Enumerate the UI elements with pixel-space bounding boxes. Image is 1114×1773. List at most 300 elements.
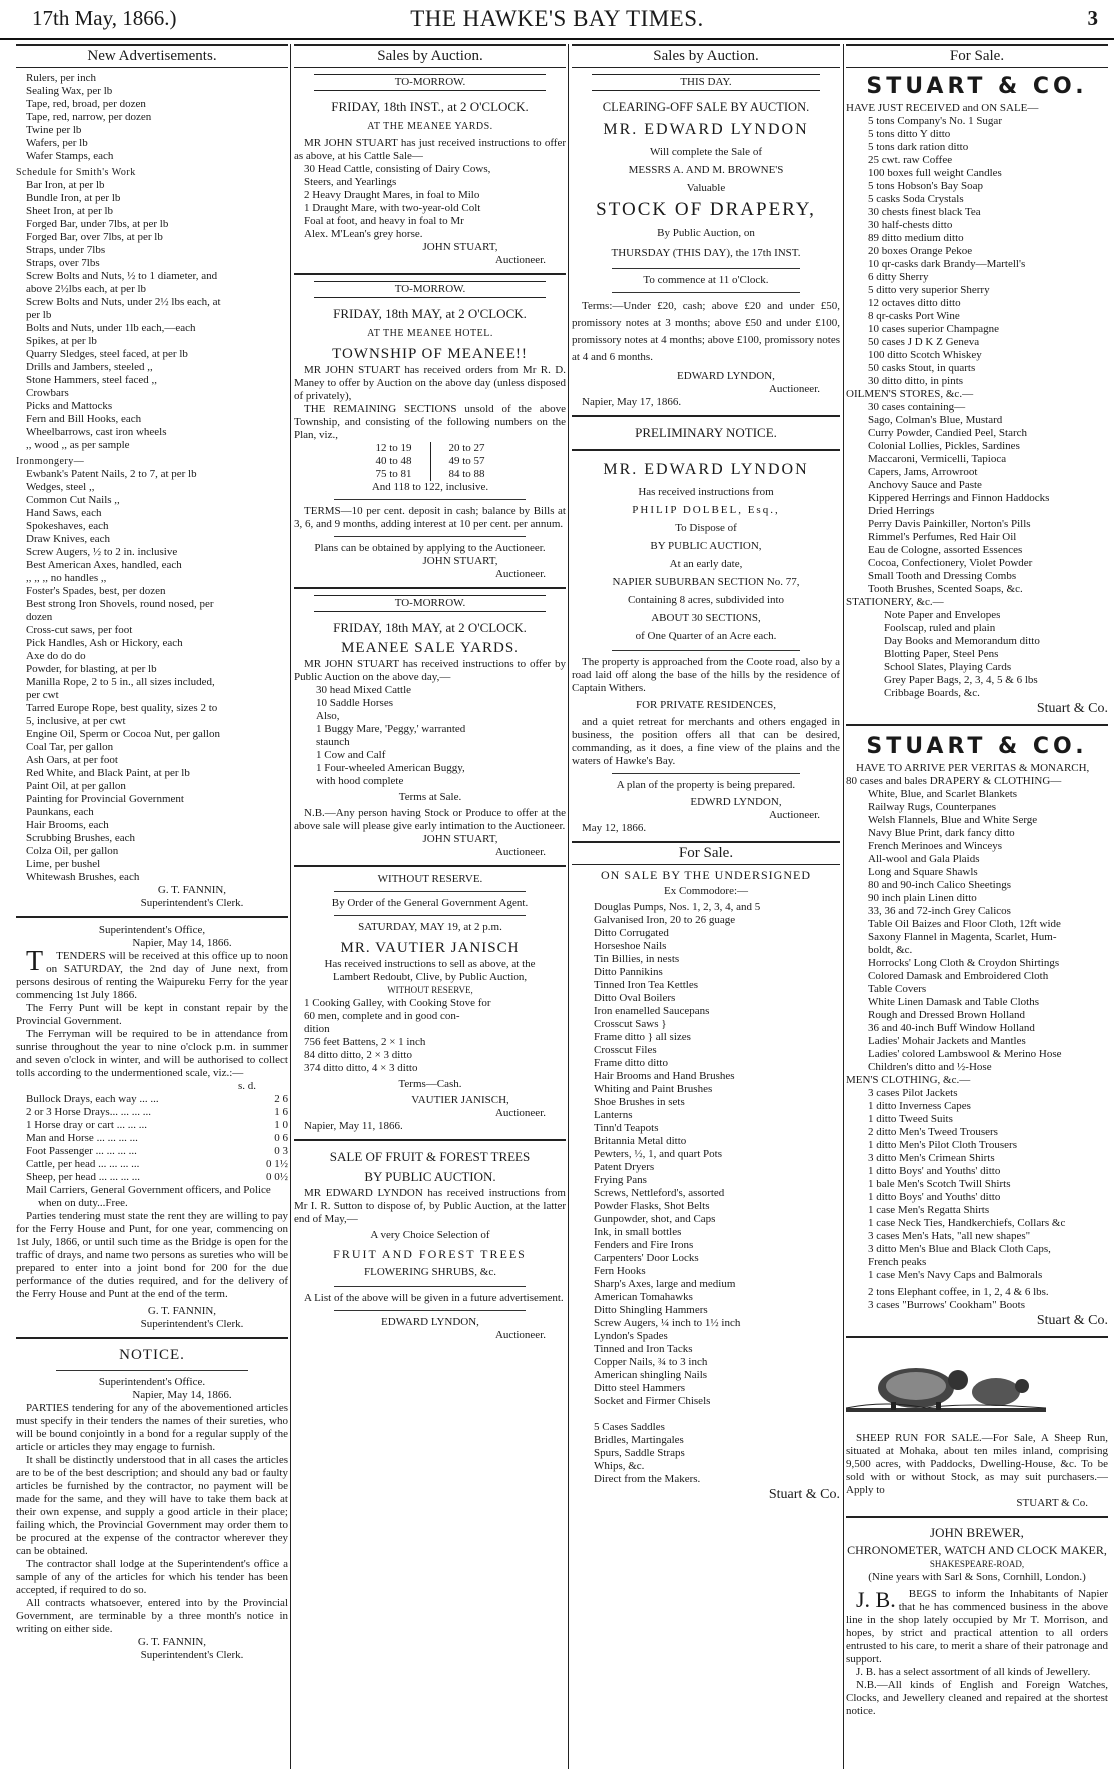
list-item: Also, — [316, 710, 340, 722]
list-item: American shingling Nails — [594, 1369, 708, 1381]
auction-text: MR EDWARD LYNDON has received instructions from Mr I. R. Sutton to dispose of, by Public Auction, at the latter end of May,— — [294, 1187, 566, 1225]
auction-note: N.B.—Any person having Stock or Produce to offer at the above sale will please give early intimation to the Auctioneer. — [294, 807, 566, 832]
divider — [334, 1310, 526, 1311]
toll-row — [26, 1119, 288, 1132]
list-item: Douglas Pumps, Nos. 1, 2, 3, 4, and 5 — [594, 901, 761, 913]
list-item: Hair Brooms and Hand Brushes — [594, 1070, 735, 1082]
auction-place: AT THE MEANEE YARDS. — [367, 121, 493, 132]
list-item: 30 Head Cattle, consisting of Dairy Cows, — [304, 163, 491, 175]
auction-banner: THIS DAY. — [592, 74, 820, 91]
auction-date: THURSDAY (THIS DAY), the 17th INST. — [611, 247, 801, 259]
lots-tail: And 118 to 122, inclusive. — [371, 481, 489, 493]
list-item: 1 ditto Inverness Capes — [868, 1100, 971, 1112]
lots-row — [294, 468, 566, 481]
column-rule — [843, 44, 844, 1769]
lots-row — [294, 442, 566, 455]
toll-row — [26, 1158, 288, 1171]
notice-heading: NOTICE. — [119, 1347, 185, 1363]
list-item: Sealing Wax, per lb — [26, 85, 113, 97]
list-item: Screw Augers, ½ to 2 in. inclusive — [26, 546, 178, 558]
jb-notice — [846, 1588, 1108, 1666]
auction-plans: Plans can be obtained by applying to the Auctioneer. — [314, 542, 546, 554]
list-item: Rimmel's Perfumes, Red Hair Oil — [868, 531, 1017, 543]
list-item: Tarred Europe Rope, best quality, sizes 2 to — [26, 702, 218, 714]
auction-text: Containing 8 acres, subdivided into — [627, 594, 785, 606]
signature-title: Auctioneer. — [768, 809, 820, 821]
tenders-paragraph: Parties tendering must state the rent they are willing to pay for the Ferry House and Punt, for one year, commencing on 1st July, 1866, or until such time as the Bridge is open for the traffic of drays, and name two persons as sureties who will be prepared to enter into a joint bond for 200 for the due performance of the duties required, and for the delivery of the Ferry House and Punt at the end of the term. — [16, 1210, 288, 1300]
list-item: Blotting Paper, Steel Pens — [884, 648, 999, 660]
auction-client: PHILIP DOLBEL, Esq., — [632, 504, 780, 516]
jb-paragraph: J. B. has a select assortment of all kinds of Jewellery. — [856, 1666, 1091, 1678]
list-item: Tin Billies, in nests — [594, 953, 680, 965]
auction-dated: Napier, May 17, 1866. — [582, 396, 682, 408]
list-item: Pewters, ½, 1, and quart Pots — [594, 1148, 723, 1160]
list-item: Common Cut Nails ,, — [26, 494, 120, 506]
auction-section: NAPIER SUBURBAN SECTION No. 77, — [612, 576, 800, 588]
drapery-list — [846, 788, 1108, 1074]
list-item: Straps, over 7lbs — [26, 257, 100, 269]
auction-trees: FRUIT AND FOREST TREES — [333, 1247, 527, 1261]
auction-text: To Dispose of — [675, 522, 737, 534]
lot-range: 20 to 27 — [448, 442, 485, 454]
list-item: Screws, Nettleford's, assorted — [594, 1187, 725, 1199]
list-item: Draw Knives, each — [26, 533, 110, 545]
auction-banner: WITHOUT RESERVE. — [377, 873, 483, 885]
list-item: 5 tons ditto Y ditto — [868, 128, 951, 140]
list-item: 10 cases superior Champagne — [868, 323, 1000, 335]
list-item: Lime, per bushel — [26, 858, 101, 870]
scale-header: s. d. — [237, 1080, 256, 1092]
auction-date: FRIDAY, 18th MAY, at 2 O'CLOCK. — [333, 306, 527, 321]
list-item: Spurs, Saddle Straps — [594, 1447, 685, 1459]
list-item: 1 case Neck Ties, Handkerchiefs, Collars &c — [868, 1217, 1066, 1229]
signature-title: Auctioneer. — [494, 846, 546, 858]
list-item: Picks and Mattocks — [26, 400, 113, 412]
divider — [572, 415, 840, 417]
auction-text: MR JOHN STUART has received instructions to offer by Public Auction on the above day,— — [294, 658, 566, 683]
list-item: Foolscap, ruled and plain — [884, 622, 996, 634]
auction-text: Has received instructions from — [638, 486, 774, 498]
list-item: 30 cases containing— — [868, 401, 966, 413]
list-item: Straps, under 7lbs — [26, 244, 106, 256]
list-item: Forged Bar, over 7lbs, at per lb — [26, 231, 163, 243]
list-item: 50 cases J D K Z Geneva — [868, 336, 980, 348]
list-item: Ditto Shingling Hammers — [594, 1304, 708, 1316]
divider — [294, 1139, 566, 1141]
toll-price: 0 0½ — [266, 1171, 288, 1183]
list-item: Lanterns — [594, 1109, 633, 1121]
auction-terms: Terms:—Under £20, cash; above £20 and under £50, promissory notes at 3 months; above £50 and under £100, promissory notes at 4 months; above £100, promissory notes at 4 and 6 months. — [572, 300, 840, 363]
list-item: Iron enamelled Saucepans — [594, 1005, 710, 1017]
divider — [294, 865, 566, 867]
toll-price: 0 3 — [274, 1145, 288, 1157]
list-item: Copper Nails, ¾ to 3 inch — [594, 1356, 708, 1368]
list-item: Shoe Brushes in sets — [594, 1096, 685, 1108]
divider — [612, 268, 800, 269]
list-item: 1 ditto Boys' and Youths' ditto — [868, 1191, 1001, 1203]
list-item: Foster's Spades, best, per dozen — [26, 585, 166, 597]
divider — [846, 1336, 1108, 1338]
stationery-list — [846, 609, 1108, 700]
signature: EDWRD LYNDON, — [690, 796, 782, 808]
category-heading: MEN'S CLOTHING, &c.— — [846, 1074, 971, 1086]
list-item: Drills and Jambers, steeled ,, — [26, 361, 153, 373]
list-item: Grey Paper Bags, 2, 3, 4, 5 & 6 lbs — [884, 674, 1038, 686]
list-item: 1 ditto Tweed Suits — [868, 1113, 953, 1125]
list-item: 100 boxes full weight Candles — [868, 167, 1002, 179]
list-item: Gunpowder, shot, and Caps — [594, 1213, 716, 1225]
toll-price: 2 6 — [274, 1093, 288, 1105]
list-item: 1 ditto Boys' and Youths' ditto — [868, 1165, 1001, 1177]
notice-heading: PRELIMINARY NOTICE. — [635, 425, 777, 440]
list-item: Powder, for blasting, at per lb — [26, 663, 157, 675]
tenders-paragraph: The Ferryman will be required to be in attendance from sunrise throughout the year to nine o'clock p.m. in summer and seven o'clock in winter, and will be authorised to collect tolls according to the undermentioned scale, viz.:— — [16, 1028, 288, 1079]
list-item: Screw Augers, ¼ inch to 1½ inch — [594, 1317, 741, 1329]
list-item: Day Books and Memorandum ditto — [884, 635, 1040, 647]
auctioneer-name: MR. VAUTIER JANISCH — [340, 940, 520, 956]
list-item: 50 casks Stout, in quarts — [868, 362, 976, 374]
lot-range: 12 to 19 — [375, 442, 412, 454]
signature: G. T. FANNIN, — [157, 884, 227, 896]
lot-divider — [430, 442, 431, 455]
list-item: Fenders and Fire Irons — [594, 1239, 694, 1251]
list-item: Kippered Herrings and Finnon Haddocks — [868, 492, 1050, 504]
auction-terms: Terms at Sale. — [398, 791, 462, 803]
list-item: 1 case Men's Navy Caps and Balmorals — [868, 1269, 1043, 1281]
advertiser-name: JOHN BREWER, — [930, 1525, 1024, 1540]
list-item: Ladies' Mohair Jackets and Mantles — [868, 1035, 1026, 1047]
auction-dated: May 12, 1866. — [582, 822, 647, 834]
tenders-paragraph: The Ferry Punt will be kept in constant repair by the Provincial Government. — [16, 1002, 288, 1027]
list-item: Socket and Firmer Chisels — [594, 1395, 711, 1407]
auction-text: FOR PRIVATE RESIDENCES, — [635, 699, 777, 711]
list-item: Table Oil Baizes and Floor Cloth, 12ft wide — [868, 918, 1061, 930]
list-item: 2 ditto Men's Tweed Trousers — [868, 1126, 998, 1138]
list-item: Direct from the Makers. — [594, 1473, 701, 1485]
toll-row — [26, 1171, 288, 1184]
section-heading: Sales by Auction. — [572, 44, 840, 68]
list-item: Powder Flasks, Shot Belts — [594, 1200, 710, 1212]
list-item: Screw Bolts and Nuts, ½ to 1 diameter, and — [26, 270, 218, 282]
list-item: staunch — [316, 736, 350, 748]
auction-lots — [294, 684, 566, 788]
notice-paragraph: It shall be distinctly understood that in all cases the articles are to be of the best description; and should any bad or faulty articles be furnished by the contractor, no payment will be made for the same, and they will have to take them back at their own expense, and supply a good article in their place; failing which, the Provincial Government may order them to be procured at the expense of the contractor wherever they can be obtained. — [16, 1454, 288, 1557]
list-item: French Merinoes and Winceys — [868, 840, 1003, 852]
sale-ex: Ex Commodore:— — [663, 885, 749, 897]
divider — [612, 292, 800, 293]
list-item: Ditto Corrugated — [594, 927, 669, 939]
page-number: 3 — [1087, 6, 1098, 30]
list-item: Ditto Pannikins — [594, 966, 663, 978]
list-item: 30 chests finest black Tea — [868, 206, 981, 218]
list-item: 1 Buggy Mare, 'Peggy,' warranted — [316, 723, 466, 735]
auction-text: THE REMAINING SECTIONS unsold of the above Township, and consisting of the following numbers on the Plan, viz., — [294, 403, 566, 441]
auction-text: At an early date, — [669, 558, 743, 570]
list-item: Note Paper and Envelopes — [884, 609, 1001, 621]
auction-text: A plan of the property is being prepared. — [616, 779, 796, 791]
list-item: Cribbage Boards, &c. — [884, 687, 980, 699]
signature: EDWARD LYNDON, — [381, 1316, 479, 1328]
ironmongery-list — [16, 468, 288, 884]
toll-row — [26, 1106, 288, 1119]
list-item: Sago, Colman's Blue, Mustard — [868, 414, 1003, 426]
toll-price: 1 0 — [274, 1119, 288, 1131]
auction-text: of One Quarter of an Acre each. — [635, 630, 777, 642]
list-item: 30 head Mixed Cattle — [316, 684, 412, 696]
auction-date: FRIDAY, 18th MAY, at 2 O'CLOCK. — [333, 620, 527, 635]
list-item: 10 qr-casks dark Brandy—Martell's — [868, 258, 1026, 270]
list-item: Ditto steel Hammers — [594, 1382, 686, 1394]
auction-dated: Napier, May 11, 1866. — [304, 1120, 403, 1132]
list-item: Pick Handles, Ash or Hickory, each — [26, 637, 183, 649]
signature: G. T. FANNIN, — [147, 1305, 217, 1317]
auction-title: SALE OF FRUIT & FOREST TREES — [329, 1149, 531, 1164]
list-item: Painting for Provincial Government — [26, 793, 184, 805]
toll-scale — [16, 1093, 288, 1184]
auction-note: A List of the above will be given in a future advertisement. — [304, 1292, 564, 1304]
list-item: Bar Iron, at per lb — [26, 179, 105, 191]
auction-text: By Public Auction, on — [657, 227, 755, 239]
list-item: Crosscut Saws } — [594, 1018, 667, 1030]
list-item: Tape, red, broad, per dozen — [26, 98, 146, 110]
list-item: Maccaroni, Vermicelli, Tapioca — [868, 453, 1007, 465]
signature: Stuart & Co. — [1036, 1313, 1108, 1328]
list-item: Fern Hooks — [594, 1265, 646, 1277]
sheep-run-ad: SHEEP RUN FOR SALE.—For Sale, A Sheep Run, situated at Mohaka, about ten miles inland, comprising 9,500 acres, with Paddocks, Dwelling-House, &c. To be sold with or without Stock, as may suit purchasers.—Apply to — [846, 1432, 1108, 1496]
without-reserve: WITHOUT RESERVE, — [387, 985, 473, 995]
auction-banner: TO-MORROW. — [314, 595, 546, 612]
signature: EDWARD LYNDON, — [677, 370, 775, 382]
list-item: Table Covers — [868, 983, 927, 995]
list-item: 3 ditto Men's Crimean Shirts — [868, 1152, 995, 1164]
list-item: Ink, in small bottles — [594, 1226, 682, 1238]
divider — [16, 916, 288, 918]
jb-paragraph: N.B.—All kinds of English and Foreign Watches, Clocks, and Jewellery cleaned and repaired at the shortest notice. — [846, 1679, 1108, 1717]
lot-divider — [430, 455, 431, 468]
jb-text: BEGS to inform the Inhabitants of Napier that he has commenced business in the above line in the shop lately occupied by Mr T. Morrison, and hopes, by strict and practical attention to all orders entrusted to his care, to merit a share of their patronage and support. — [846, 1588, 1108, 1665]
list-item: 12 octaves ditto ditto — [868, 297, 961, 309]
auction-text: ABOUT 30 SECTIONS, — [651, 612, 761, 624]
auction-title: MEANEE SALE YARDS. — [341, 640, 519, 656]
auction-date: SATURDAY, MAY 19, at 2 p.m. — [358, 921, 502, 933]
list-item: 1 case Men's Regatta Shirts — [868, 1204, 990, 1216]
list-item: White Linen Damask and Table Cloths — [868, 996, 1040, 1008]
list-item: 1 Cooking Galley, with Cooking Stove for — [304, 997, 491, 1009]
list-item: Hand Saws, each — [26, 507, 102, 519]
list-item: Perry Davis Painkiller, Norton's Pills — [868, 518, 1031, 530]
list-item: Spokeshaves, each — [26, 520, 109, 532]
section-heading: For Sale. — [846, 44, 1108, 68]
newspaper-title: THE HAWKE'S BAY TIMES. — [410, 6, 704, 31]
list-item: Tinned Iron Tea Kettles — [594, 979, 699, 991]
divider — [572, 449, 840, 451]
list-item: Colored Damask and Embroidered Cloth — [868, 970, 1049, 982]
signature-title: Auctioneer. — [494, 1329, 546, 1341]
auction-title: TOWNSHIP OF MEANEE!! — [332, 346, 528, 362]
auction-text: MR JOHN STUART has just received instructions to offer as above, at his Cattle Sale— — [294, 137, 566, 162]
drop-cap: J. B. — [856, 1587, 896, 1612]
signature: Stuart & Co. — [768, 1487, 840, 1502]
list-item: Lyndon's Spades — [594, 1330, 668, 1342]
list-item: Patent Dryers — [594, 1161, 655, 1173]
list-item: 1 bale Men's Scotch Twill Shirts — [868, 1178, 1011, 1190]
divider — [846, 1516, 1108, 1518]
advertiser-years: (Nine years with Sarl & Sons, Cornhill, London.) — [868, 1571, 1086, 1583]
list-item: Colonial Lollies, Pickles, Sardines — [868, 440, 1020, 452]
signature-title: Superintendent's Clerk. — [140, 897, 244, 909]
list-item: Engine Oil, Sperm or Cocoa Nut, per gallon — [26, 728, 220, 740]
list-item: Screw Bolts and Nuts, under 2½ lbs each, at — [26, 296, 221, 308]
column-new-advertisements — [16, 44, 288, 1769]
advertiser-road: SHAKESPEARE-ROAD, — [929, 1559, 1025, 1569]
auction-terms: Terms—Cash. — [398, 1078, 462, 1090]
masthead — [0, 0, 1114, 40]
toll-item: Bullock Drays, each way ... ... — [26, 1093, 159, 1105]
list-item: dition — [304, 1023, 330, 1035]
list-item: 5 ditto very superior Sherry — [868, 284, 990, 296]
auction-text: and a quiet retreat for merchants and others engaged in business, the position offers all that can be desired, commanding, as it does, a fine view of the plains and the waters of Hawke's Bay. — [572, 716, 840, 767]
list-item: 3 ditto Men's Blue and Black Cloth Caps, — [868, 1243, 1051, 1255]
tenders-notice — [16, 946, 288, 1002]
list-item: Cocoa, Confectionery, Violet Powder — [868, 557, 1033, 569]
list-item: 80 and 90-inch Calico Sheetings — [868, 879, 1011, 891]
sale-opening: HAVE TO ARRIVE PER VERITAS & MONARCH, — [856, 762, 1090, 774]
office-date: Napier, May 14, 1866. — [132, 937, 232, 949]
list-item: Wedges, steel ,, — [26, 481, 95, 493]
list-item: Spikes, at per lb — [26, 335, 97, 347]
list-item: 20 boxes Orange Pekoe — [868, 245, 973, 257]
list-item: Hair Brooms, each — [26, 819, 109, 831]
list-item: Saxony Flannel in Magenta, Scarlet, Hum- — [868, 931, 1057, 943]
column-sales-by-auction-2 — [572, 44, 840, 1769]
list-item: boldt, &c. — [868, 944, 913, 956]
auction-title: CLEARING-OFF SALE BY AUCTION. — [602, 100, 810, 114]
list-item: Britannia Metal ditto — [594, 1135, 687, 1147]
list-item: 5 Cases Saddles — [594, 1421, 665, 1433]
list-item: Manilla Rope, 2 to 5 in., all sizes included, — [26, 676, 215, 688]
list-item: Steers, and Yearlings — [304, 176, 397, 188]
auction-place: Lambert Redoubt, Clive, by Public Auction, — [332, 971, 528, 983]
list-item: Curry Powder, Candied Peel, Starch — [868, 427, 1028, 439]
signature: JOHN STUART, — [422, 555, 498, 567]
list-item: Stone Hammers, steel faced ,, — [26, 374, 158, 386]
signature: VAUTIER JANISCH, — [411, 1094, 509, 1106]
auction-lots — [294, 163, 566, 241]
toll-price: 0 6 — [274, 1132, 288, 1144]
list-item: Wafers, per lb — [26, 137, 88, 149]
auctioneer-name: MR. EDWARD LYNDON — [603, 121, 809, 138]
list-item: 89 ditto medium ditto — [868, 232, 964, 244]
list-item: above 2½lbs each, at per lb — [26, 283, 147, 295]
toll-item: Man and Horse ... ... ... ... — [26, 1132, 138, 1144]
list-item: 6 ditty Sherry — [868, 271, 929, 283]
notice-paragraph: The contractor shall lodge at the Superintendent's office a sample of any of the articles for which his tender has been accepted, if required to do so. — [16, 1558, 288, 1596]
list-item: Welsh Flannels, Blue and White Serge — [868, 814, 1038, 826]
list-item: Whitewash Brushes, each — [26, 871, 140, 883]
list-item: ,, ,, ,, no handles ,, — [26, 572, 107, 584]
list-item: Ewbank's Patent Nails, 2 to 7, at per lb — [26, 468, 197, 480]
category-heading: OILMEN'S STORES, &c.— — [846, 388, 974, 400]
list-item: Children's ditto and ½-Hose — [868, 1061, 992, 1073]
sheep-illustration — [846, 1350, 1046, 1422]
list-item: Ladies' colored Lambswool & Merino Hose — [868, 1048, 1062, 1060]
sale-opening: ON SALE BY THE UNDERSIGNED — [601, 868, 811, 882]
list-item: Wafer Stamps, each — [26, 150, 114, 162]
list-item: Railway Rugs, Counterpanes — [868, 801, 997, 813]
firm-name: STUART & CO. — [866, 734, 1088, 759]
column-rule — [290, 44, 291, 1769]
toll-item: Foot Passenger ... ... ... ... — [26, 1145, 137, 1157]
auction-title: STOCK OF DRAPERY, — [596, 199, 816, 220]
toll-item: Sheep, per head ... ... ... ... — [26, 1171, 140, 1183]
office-line: Superintendent's Office, — [98, 924, 206, 936]
list-item: Tinned and Iron Tacks — [594, 1343, 693, 1355]
advertiser-trade: CHRONOMETER, WATCH AND CLOCK MAKER, — [847, 1543, 1107, 1557]
divider — [846, 724, 1108, 726]
issue-date: 17th May, 1866.) — [32, 6, 177, 30]
list-item: Crowbars — [26, 387, 69, 399]
lot-divider — [430, 468, 431, 481]
list-item: Coal Tar, per gallon — [26, 741, 114, 753]
list-item: Rough and Dressed Brown Holland — [868, 1009, 1026, 1021]
list-item: Best American Axes, handled, each — [26, 559, 182, 571]
divider — [334, 915, 526, 916]
toll-item: 2 or 3 Horse Drays... ... ... ... — [26, 1106, 151, 1118]
list-item: Tinn'd Teapots — [594, 1122, 659, 1134]
auction-date: FRIDAY, 18th INST., at 2 O'CLOCK. — [331, 99, 529, 114]
section-heading: Sales by Auction. — [294, 44, 566, 68]
divider — [334, 891, 526, 892]
list-item: Sheet Iron, at per lb — [26, 205, 114, 217]
auction-subtitle: BY PUBLIC AUCTION. — [364, 1169, 496, 1184]
list-item: Tape, red, narrow, per dozen — [26, 111, 152, 123]
category-heading: STATIONERY, &c.— — [846, 596, 944, 608]
list-item: 5, inclusive, at per cwt — [26, 715, 126, 727]
divider — [294, 587, 566, 589]
list-item: 756 feet Battens, 2 × 1 inch — [304, 1036, 426, 1048]
signature: STUART & Co. — [1016, 1497, 1088, 1509]
toll-row — [26, 1093, 288, 1106]
grocery-list — [846, 115, 1108, 388]
list-item: Bolts and Nuts, under 1lb each,—each — [26, 322, 196, 334]
list-item: ,, wood ,, as per sample — [26, 439, 130, 451]
list-item: Frame ditto } all sizes — [594, 1031, 691, 1043]
lots-row — [294, 455, 566, 468]
auction-banner: TO-MORROW. — [314, 74, 546, 91]
toll-item: Cattle, per head ... ... ... ... — [26, 1158, 140, 1170]
auctioneer-name: MR. EDWARD LYNDON — [603, 461, 809, 478]
signature-title: Superintendent's Clerk. — [140, 1318, 244, 1330]
toll-scale-tail: Mail Carriers, General Government officers, and Police when on duty...Free. — [26, 1184, 271, 1209]
list-item: Red White, and Black Paint, at per lb — [26, 767, 190, 779]
ironmongery-heading: Ironmongery— — [16, 456, 85, 467]
section-heading: For Sale. — [572, 841, 840, 865]
list-item: 2 Heavy Draught Mares, in foal to Milo — [304, 189, 480, 201]
list-item: 10 Saddle Horses — [316, 697, 393, 709]
category-heading: 80 cases and bales DRAPERY & CLOTHING— — [846, 775, 1062, 787]
list-item: per lb — [26, 309, 52, 321]
lot-range: 84 to 88 — [448, 468, 485, 480]
hardware-list — [572, 901, 840, 1486]
tenders-text: TENDERS will be received at this office up to noon on SATURDAY, the 2nd day of June next, from persons desirous of renting the Waipureku Ferry for the year commencing 1st July 1866. — [16, 950, 288, 1001]
list-item: dozen — [26, 611, 53, 623]
list-item: Quarry Sledges, steel faced, at per lb — [26, 348, 188, 360]
auction-text: The property is approached from the Coote road, also by a road laid off along the base of the hills by the residence of Captain Withers. — [572, 656, 840, 694]
list-item: 5 tons dark ration ditto — [868, 141, 969, 153]
list-item: 25 cwt. raw Coffee — [868, 154, 953, 166]
list-item: 36 and 40-inch Buff Window Holland — [868, 1022, 1035, 1034]
auction-order: By Order of the General Government Agent. — [331, 897, 529, 909]
